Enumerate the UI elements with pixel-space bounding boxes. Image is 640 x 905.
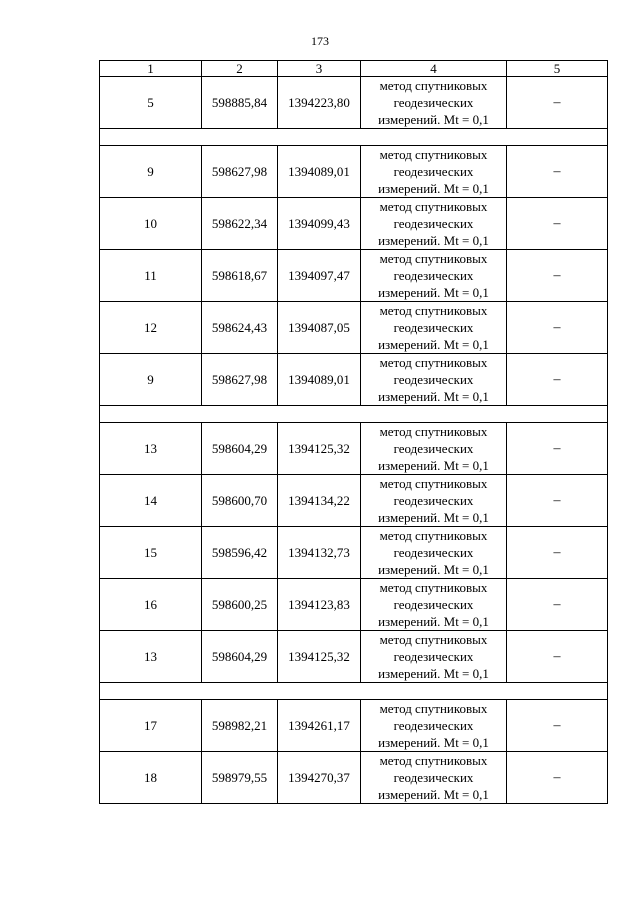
- table-row: [100, 475, 608, 527]
- method-line: геодезических: [393, 649, 474, 664]
- column-5-cell: –: [507, 302, 608, 354]
- column-5-cell: –: [507, 354, 608, 406]
- method-line: геодезических: [393, 216, 474, 231]
- method-line: метод спутниковых: [379, 303, 488, 318]
- method-line: измерений. Mt = 0,1: [378, 666, 489, 681]
- method-cell: [361, 579, 507, 631]
- x-coordinate-cell: 598982,21: [202, 700, 278, 752]
- method-cell: [361, 198, 507, 250]
- column-5-cell: –: [507, 250, 608, 302]
- method-cell: [361, 752, 507, 804]
- method-line: измерений. Mt = 0,1: [378, 735, 489, 750]
- x-coordinate-cell: 598622,34: [202, 198, 278, 250]
- method-cell: [361, 700, 507, 752]
- header-cell-1: 1: [100, 61, 202, 77]
- column-5-cell: –: [507, 527, 608, 579]
- y-coordinate-cell: 1394223,80: [278, 77, 361, 129]
- table-row: [100, 250, 608, 302]
- table-row: [100, 354, 608, 406]
- method-line: метод спутниковых: [379, 753, 488, 768]
- method-line: геодезических: [393, 493, 474, 508]
- x-coordinate-cell: 598979,55: [202, 752, 278, 804]
- point-number-cell: 13: [100, 423, 202, 475]
- separator-row: [100, 129, 608, 146]
- method-line: геодезических: [393, 268, 474, 283]
- method-line: измерений. Mt = 0,1: [378, 112, 489, 127]
- method-line: геодезических: [393, 95, 474, 110]
- x-coordinate-cell: 598885,84: [202, 77, 278, 129]
- header-row: [100, 61, 608, 77]
- point-number-cell: 14: [100, 475, 202, 527]
- point-number-cell: 17: [100, 700, 202, 752]
- method-line: метод спутниковых: [379, 199, 488, 214]
- column-5-cell: –: [507, 423, 608, 475]
- method-line: измерений. Mt = 0,1: [378, 181, 489, 196]
- method-cell: [361, 631, 507, 683]
- method-line: измерений. Mt = 0,1: [378, 458, 489, 473]
- method-line: геодезических: [393, 770, 474, 785]
- y-coordinate-cell: 1394270,37: [278, 752, 361, 804]
- method-line: измерений. Mt = 0,1: [378, 510, 489, 525]
- method-line: геодезических: [393, 372, 474, 387]
- table-row: [100, 579, 608, 631]
- table-row: [100, 423, 608, 475]
- header-cell-2: 2: [202, 61, 278, 77]
- point-number-cell: 12: [100, 302, 202, 354]
- method-cell: [361, 527, 507, 579]
- x-coordinate-cell: 598604,29: [202, 423, 278, 475]
- method-cell: [361, 77, 507, 129]
- table-row: [100, 527, 608, 579]
- table-row: [100, 302, 608, 354]
- method-line: измерений. Mt = 0,1: [378, 562, 489, 577]
- method-line: метод спутниковых: [379, 251, 488, 266]
- column-5-cell: –: [507, 631, 608, 683]
- method-line: метод спутниковых: [379, 424, 488, 439]
- coordinates-table: [99, 60, 608, 804]
- x-coordinate-cell: 598600,25: [202, 579, 278, 631]
- table-row: [100, 700, 608, 752]
- x-coordinate-cell: 598624,43: [202, 302, 278, 354]
- table-row: [100, 146, 608, 198]
- x-coordinate-cell: 598618,67: [202, 250, 278, 302]
- table-row: [100, 631, 608, 683]
- method-line: метод спутниковых: [379, 78, 488, 93]
- method-line: измерений. Mt = 0,1: [378, 233, 489, 248]
- method-line: геодезических: [393, 545, 474, 560]
- method-line: измерений. Mt = 0,1: [378, 285, 489, 300]
- header-cell-3: 3: [278, 61, 361, 77]
- method-line: метод спутниковых: [379, 580, 488, 595]
- x-coordinate-cell: 598600,70: [202, 475, 278, 527]
- method-line: измерений. Mt = 0,1: [378, 337, 489, 352]
- header-cell-4: 4: [361, 61, 507, 77]
- method-cell: [361, 302, 507, 354]
- column-5-cell: –: [507, 146, 608, 198]
- x-coordinate-cell: 598627,98: [202, 354, 278, 406]
- y-coordinate-cell: 1394097,47: [278, 250, 361, 302]
- method-line: метод спутниковых: [379, 355, 488, 370]
- x-coordinate-cell: 598627,98: [202, 146, 278, 198]
- method-line: метод спутниковых: [379, 701, 488, 716]
- y-coordinate-cell: 1394087,05: [278, 302, 361, 354]
- method-line: геодезических: [393, 320, 474, 335]
- column-5-cell: –: [507, 752, 608, 804]
- method-cell: [361, 354, 507, 406]
- column-5-cell: –: [507, 77, 608, 129]
- page-number: 173: [311, 34, 329, 48]
- y-coordinate-cell: 1394123,83: [278, 579, 361, 631]
- column-5-cell: –: [507, 579, 608, 631]
- method-line: геодезических: [393, 441, 474, 456]
- y-coordinate-cell: 1394125,32: [278, 423, 361, 475]
- y-coordinate-cell: 1394089,01: [278, 146, 361, 198]
- y-coordinate-cell: 1394089,01: [278, 354, 361, 406]
- method-line: измерений. Mt = 0,1: [378, 614, 489, 629]
- separator-row: [100, 406, 608, 423]
- point-number-cell: 9: [100, 146, 202, 198]
- method-line: измерений. Mt = 0,1: [378, 787, 489, 802]
- x-coordinate-cell: 598596,42: [202, 527, 278, 579]
- method-line: геодезических: [393, 718, 474, 733]
- y-coordinate-cell: 1394132,73: [278, 527, 361, 579]
- table-row: [100, 752, 608, 804]
- point-number-cell: 5: [100, 77, 202, 129]
- point-number-cell: 9: [100, 354, 202, 406]
- point-number-cell: 18: [100, 752, 202, 804]
- method-line: метод спутниковых: [379, 476, 488, 491]
- method-cell: [361, 475, 507, 527]
- y-coordinate-cell: 1394099,43: [278, 198, 361, 250]
- point-number-cell: 11: [100, 250, 202, 302]
- separator-row: [100, 683, 608, 700]
- method-cell: [361, 423, 507, 475]
- y-coordinate-cell: 1394261,17: [278, 700, 361, 752]
- y-coordinate-cell: 1394125,32: [278, 631, 361, 683]
- method-line: измерений. Mt = 0,1: [378, 389, 489, 404]
- table-row: [100, 77, 608, 129]
- method-line: метод спутниковых: [379, 632, 488, 647]
- y-coordinate-cell: 1394134,22: [278, 475, 361, 527]
- method-line: метод спутниковых: [379, 528, 488, 543]
- point-number-cell: 16: [100, 579, 202, 631]
- table-body: [100, 61, 608, 804]
- method-line: геодезических: [393, 164, 474, 179]
- table-row: [100, 198, 608, 250]
- separator-cell: [100, 683, 608, 700]
- column-5-cell: –: [507, 700, 608, 752]
- method-line: метод спутниковых: [379, 147, 488, 162]
- column-5-cell: –: [507, 198, 608, 250]
- header-cell-5: 5: [507, 61, 608, 77]
- method-cell: [361, 250, 507, 302]
- column-5-cell: –: [507, 475, 608, 527]
- x-coordinate-cell: 598604,29: [202, 631, 278, 683]
- separator-cell: [100, 406, 608, 423]
- point-number-cell: 13: [100, 631, 202, 683]
- separator-cell: [100, 129, 608, 146]
- method-line: геодезических: [393, 597, 474, 612]
- method-cell: [361, 146, 507, 198]
- point-number-cell: 15: [100, 527, 202, 579]
- point-number-cell: 10: [100, 198, 202, 250]
